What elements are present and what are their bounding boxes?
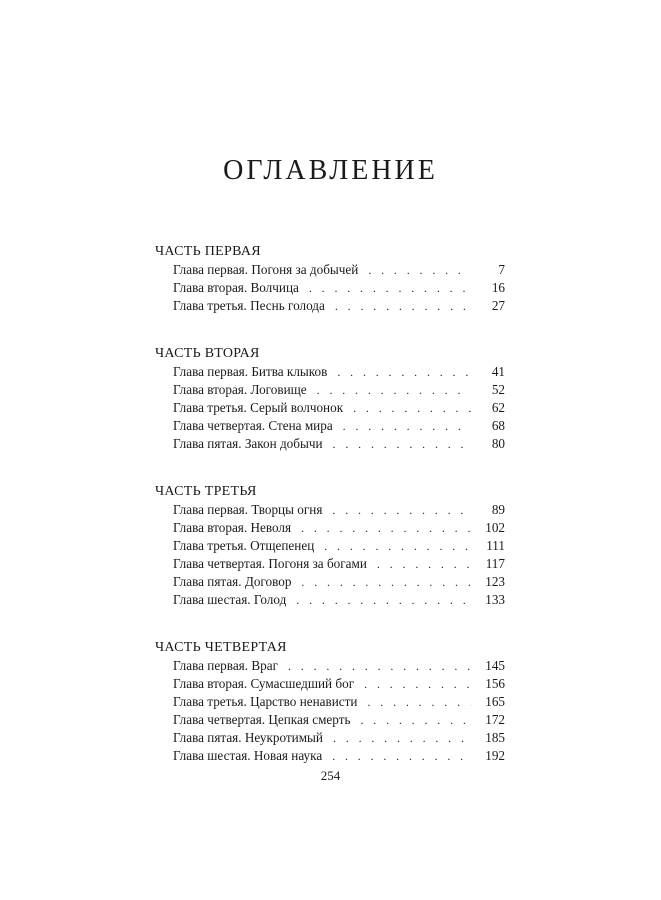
chapter-page: 133 (485, 592, 505, 607)
chapter-title: Глава третья. Серый волчонок (173, 400, 344, 415)
dot-leader (317, 381, 471, 399)
chapter-title: Глава третья. Песнь голода (173, 298, 325, 313)
chapter-page: 68 (491, 418, 505, 433)
chapter-title: Глава вторая. Волчица (173, 280, 299, 295)
chapter-page: 123 (485, 574, 505, 589)
dot-leader (332, 747, 471, 765)
dot-leader (333, 729, 471, 747)
toc-entry (155, 693, 505, 711)
chapter-title: Глава третья. Отщепенец (173, 538, 315, 553)
chapter-title: Глава пятая. Неукротимый (173, 730, 323, 745)
dot-leader (367, 693, 471, 711)
dot-leader (333, 435, 471, 453)
chapter-page: 80 (491, 436, 505, 451)
toc-entry (155, 555, 505, 573)
chapter-title: Глава первая. Погоня за добычей (173, 262, 359, 277)
part-heading: ЧАСТЬ ТРЕТЬЯ (155, 484, 257, 499)
page-title: ОГЛАВЛЕНИЕ (223, 155, 438, 186)
toc-entry (155, 399, 505, 417)
part-heading: ЧАСТЬ ЧЕТВЕРТАЯ (155, 640, 287, 655)
dot-leader (364, 675, 471, 693)
dot-leader (301, 519, 471, 537)
toc-entry (155, 675, 505, 693)
toc-entry (155, 573, 505, 591)
chapter-page: 62 (491, 400, 505, 415)
dot-leader (343, 417, 471, 435)
chapter-title: Глава вторая. Неволя (173, 520, 292, 535)
chapter-title: Глава первая. Творцы огня (173, 502, 323, 517)
dot-leader (353, 399, 471, 417)
toc-entry (155, 435, 505, 453)
chapter-page: 41 (491, 364, 505, 379)
toc-entry (155, 519, 505, 537)
chapter-title: Глава первая. Враг (173, 658, 278, 673)
dot-leader (377, 555, 471, 573)
table-of-contents (155, 243, 505, 765)
chapter-page: 102 (485, 520, 505, 535)
chapter-page: 165 (485, 694, 505, 709)
toc-entry (155, 363, 505, 381)
chapter-page: 185 (485, 730, 505, 745)
dot-leader (360, 711, 471, 729)
page-number: 254 (320, 768, 341, 783)
toc-entry (155, 657, 505, 675)
chapter-title: Глава третья. Царство ненависти (173, 694, 358, 709)
toc-entry (155, 261, 505, 279)
toc-entry (155, 279, 505, 297)
chapter-page: 16 (491, 280, 505, 295)
toc-entry (155, 729, 505, 747)
chapter-title: Глава вторая. Логовище (173, 382, 307, 397)
toc-entry (155, 747, 505, 765)
chapter-page: 27 (491, 298, 505, 313)
toc-entry (155, 501, 505, 519)
toc-entry (155, 417, 505, 435)
chapter-page: 52 (491, 382, 505, 397)
part-heading: ЧАСТЬ ПЕРВАЯ (155, 244, 261, 259)
chapter-title: Глава пятая. Закон добычи (173, 436, 323, 451)
dot-leader (324, 537, 471, 555)
chapter-page: 7 (498, 262, 505, 277)
dot-leader (332, 501, 471, 519)
chapter-title: Глава пятая. Договор (173, 574, 292, 589)
chapter-title: Глава шестая. Новая наука (173, 748, 323, 763)
chapter-page: 156 (485, 676, 505, 691)
chapter-title: Глава вторая. Сумасшедший бог (173, 676, 355, 691)
chapter-page: 192 (485, 748, 505, 763)
chapter-page: 111 (486, 538, 505, 553)
part-heading: ЧАСТЬ ВТОРАЯ (155, 346, 260, 361)
toc-entry (155, 537, 505, 555)
toc-entry (155, 381, 505, 399)
dot-leader (296, 591, 471, 609)
chapter-page: 145 (485, 658, 505, 673)
chapter-page: 172 (485, 712, 505, 727)
chapter-title: Глава четвертая. Погоня за богами (173, 556, 367, 571)
toc-entry (155, 297, 505, 315)
dot-leader (368, 261, 471, 279)
chapter-title: Глава первая. Битва клыков (173, 364, 328, 379)
chapter-page: 117 (485, 556, 505, 571)
chapter-page: 89 (491, 502, 505, 517)
dot-leader (335, 297, 471, 315)
chapter-title: Глава шестая. Голод (173, 592, 287, 607)
dot-leader (337, 363, 471, 381)
dot-leader (309, 279, 471, 297)
chapter-title: Глава четвертая. Цепкая смерть (173, 712, 351, 727)
toc-entry (155, 711, 505, 729)
dot-leader (288, 657, 471, 675)
chapter-title: Глава четвертая. Стена мира (173, 418, 333, 433)
dot-leader (301, 573, 471, 591)
toc-entry (155, 591, 505, 609)
